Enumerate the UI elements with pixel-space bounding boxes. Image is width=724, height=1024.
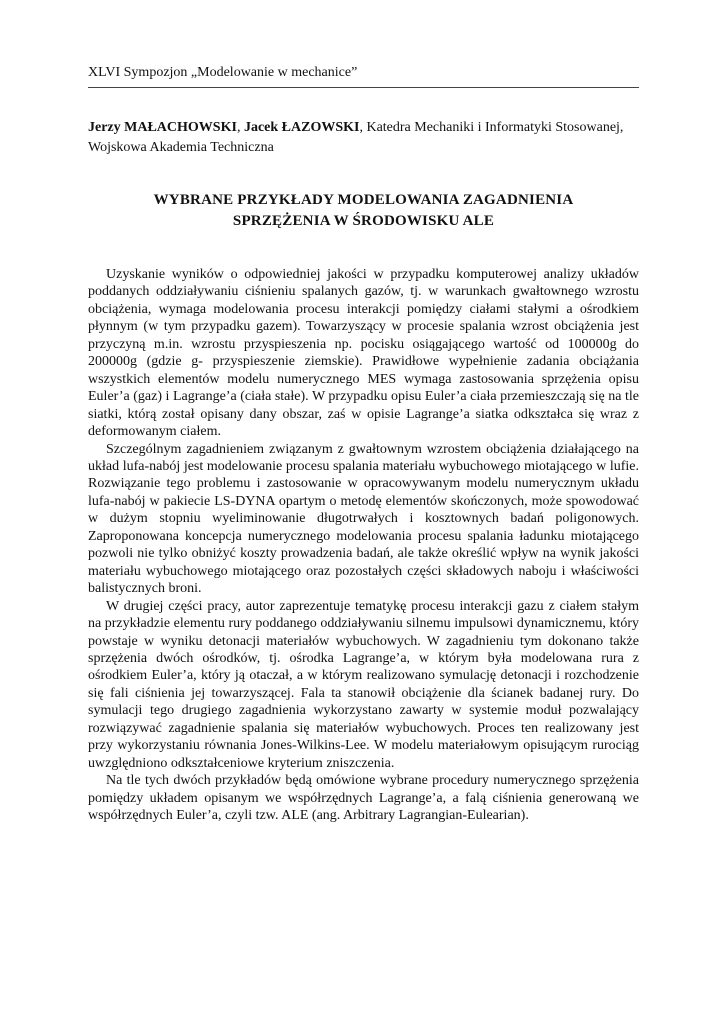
- body-paragraph: Szczególnym zagadnieniem związanym z gwałtownym wzrostem obciążenia działającego na układ lufa-nabój jest modelowanie procesu spalania materiału wybuchowego miotającego w lufie. Rozwiązanie tego problemu i zastosowanie w opracowywanym modelu numerycznym układu lufa-nabój w pakiecie LS-DYNA opartym o metodę elementów skończonych, może spowodować w dużym stopniu wyeliminowanie długotrwałych i kosztownych badań poligonowych. Zaproponowana koncepcja numerycznego modelowania procesu spalania ładunku miotającego pozwoli nie tylko obniżyć koszty prowadzenia badań, ale także określić wpływ na wynik jakości materiału wybuchowego miotającego oraz pozostałych części składowych naboju i właściwości balistycznych broni.: [88, 441, 639, 597]
- paper-title: [88, 190, 639, 232]
- author-name: Jerzy MAŁACHOWSKI: [88, 120, 237, 135]
- running-header-text: XLVI Sympozjon „Modelowanie w mechanice”: [88, 65, 358, 80]
- body-paragraph: Na tle tych dwóch przykładów będą omówione wybrane procedury numerycznego sprzężenia pomiędzy układem opisanym we współrzędnych Lagrange’a, a falą ciśnienia generowaną we współrzędnych Euler’a, czyli tzw. ALE (ang. Arbitrary Lagrangian-Eulearian).: [88, 773, 639, 824]
- abstract-body: [88, 266, 639, 825]
- running-header: [88, 64, 639, 88]
- body-paragraph: Uzyskanie wyników o odpowiedniej jakości w przypadku komputerowej analizy układów poddanych oddziaływaniu ciśnieniu spalanych gazów, tj. w warunkach gwałtownego wzrostu obciążenia, wymaga modelowania procesu interakcji pomiędzy ciałami stałymi a ośrodkiem płynnym (w tym przypadku gazem). Towarzyszący w procesie spalania wzrost obciążenia jest przyczyną m.in. wzrostu przyspieszenia np. pocisku osiągającego wartość od 100000g do 200000g (gdzie g- przyspieszenie ziemskie). Prawidłowe wypełnienie zadania obciążania wszystkich elementów modelu numerycznego MES wymaga zastosowania sprzężenia opisu Euler’a (gaz) i Lagrange’a (ciała stałe). W przypadku opisu Euler’a ciała przemieszczają się na tle siatki, którą został opisany dany obszar, zaś w opisie Lagrange’a siatka odkształca się wraz z deformowanym ciałem.: [88, 267, 639, 440]
- body-paragraph: W drugiej części pracy, autor zaprezentuje tematykę procesu interakcji gazu z ciałem stałym na przykładzie elementu rury poddanego oddziaływaniu silnemu impulsowi dynamicznemu, który powstaje w wyniku detonacji materiałów wybuchowych. W zagadnieniu tym dokonano także sprzężenia dwóch ośrodków, tj. ośrodka Lagrange’a, w którym była modelowana rura z ośrodkiem Euler’a, który ją otaczał, a w którym realizowano symulację detonacji i rozchodzenie się fali ciśnienia jej towarzyszącej. Fala ta stanowił obciążenie dla ścianek badanej rury. Do symulacji tego drugiego zagadnienia wykorzystano zawarty w systemie moduł pozwalający rozwiązywać zagadnienie spalania się materiałów wybuchowych. Proces ten realizowany jest przy wykorzystaniu równania Jones-Wilkins-Lee. W modelu materiałowym opisującym rurociąg uwzględniono odkształceniowe kryterium zniszczenia.: [88, 598, 639, 771]
- paper-title-line: SPRZĘŻENIA W ŚRODOWISKU ALE: [232, 213, 495, 229]
- author-separator: ,: [236, 120, 244, 135]
- authors-block: [88, 118, 639, 158]
- paper-title-line: WYBRANE PRZYKŁADY MODELOWANIA ZAGADNIENIA: [153, 192, 574, 208]
- author-name: Jacek ŁAZOWSKI: [243, 120, 360, 135]
- affiliation: , Katedra Mechaniki i Informatyki Stosowanej, Wojskowa Akademia Techniczna: [88, 120, 624, 155]
